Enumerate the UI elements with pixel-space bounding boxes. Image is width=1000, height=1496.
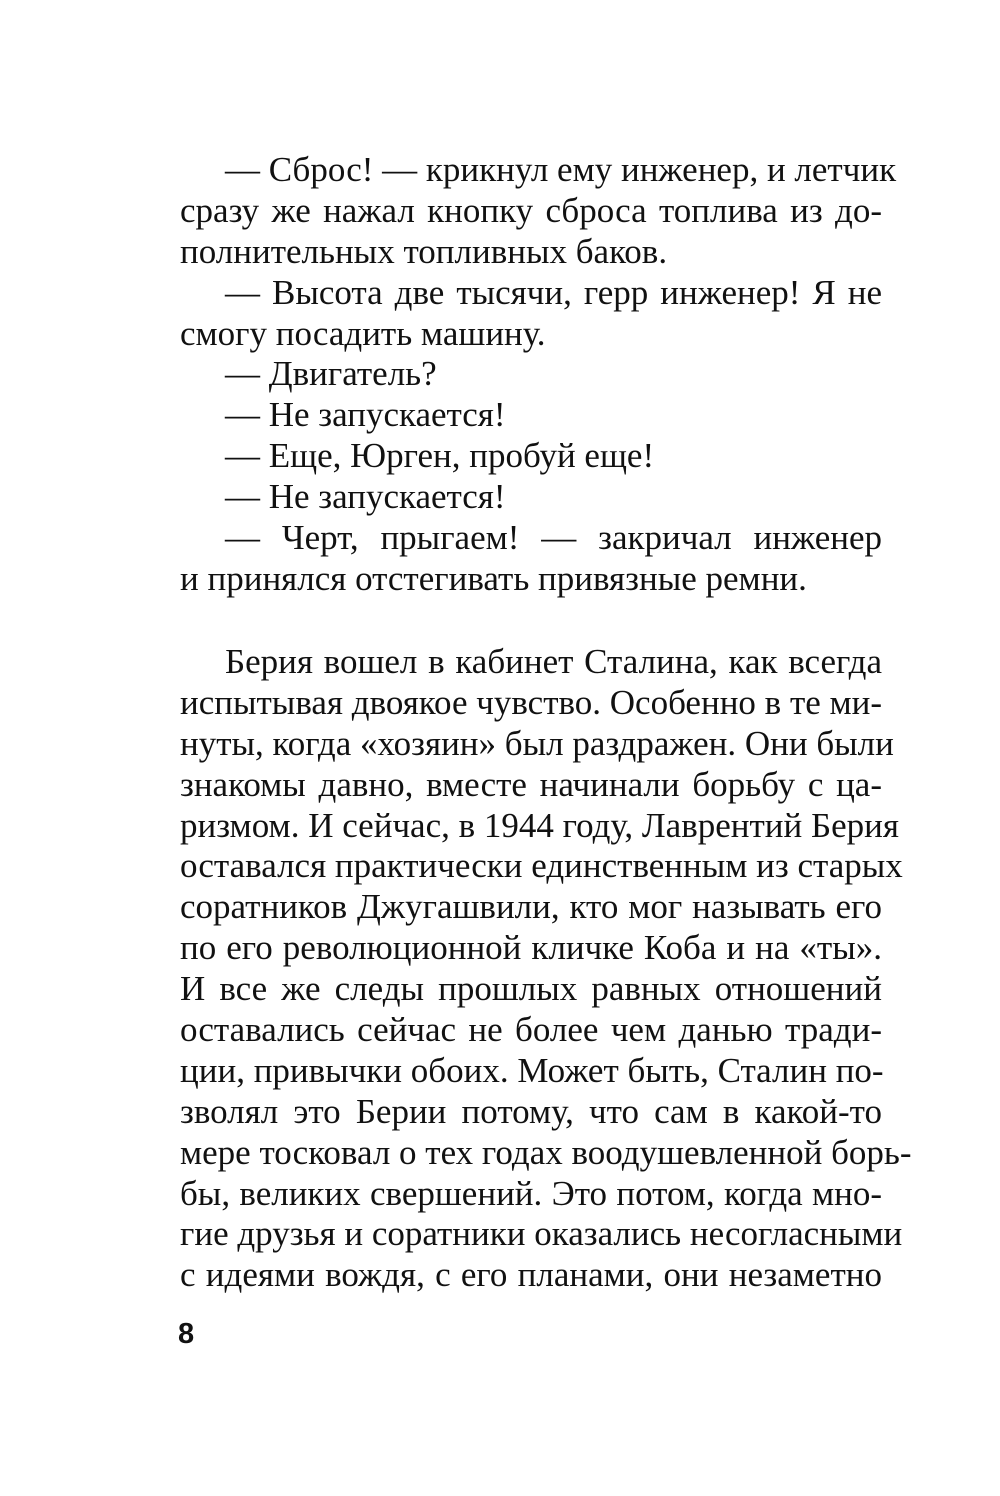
text-line: ции, привычки обоих. Может быть, Сталин по- (180, 1050, 884, 1090)
text-line: полнительных топливных баков. (180, 231, 668, 271)
text-line: — Не запускается! (225, 477, 506, 517)
page-number: 8 (178, 1318, 195, 1350)
text-line: оставался практически единственным из старых (180, 846, 903, 886)
text-line: и принялся отстегивать привязные ремни. (180, 558, 807, 598)
text-line: зволял это Берии потому, что сам в какой-то (180, 1091, 882, 1131)
text-line: — Не запускается! (225, 395, 506, 435)
text-line: смогу посадить машину. (180, 313, 546, 353)
text-line: — Сброс! — крикнул ему инженер, и летчик (225, 150, 897, 189)
text-line: — Черт, прыгаем! — закричал инженер (225, 518, 882, 558)
dialogue-section (180, 150, 897, 600)
text-line: оставались сейчас не более чем данью тради- (180, 1010, 882, 1050)
text-line: бы, великих свершений. Это потом, когда мно- (180, 1173, 882, 1213)
text-line: гие друзья и соратники оказались несогласными (180, 1214, 903, 1254)
text-line: — Еще, Юрген, пробуй еще! (225, 436, 655, 476)
text-line: с идеями вождя, с его планами, они незаметно (180, 1255, 882, 1295)
text-line: испытывая двоякое чувство. Особенно в те ми- (180, 682, 883, 722)
text-line: Берия вошел в кабинет Сталина, как всегда (225, 642, 882, 681)
text-line: знакомы давно, вместе начинали борьбу с ца- (180, 764, 882, 804)
text-line: И все же следы прошлых равных отношений (180, 969, 882, 1009)
text-line: по его революционной кличке Коба и на «ты». (180, 928, 882, 968)
text-line: нуты, когда «хозяин» был раздражен. Они были (180, 723, 894, 763)
text-line: — Высота две тысячи, герр инженер! Я не (225, 272, 882, 312)
text-line: — Двигатель? (225, 354, 437, 394)
text-line: мере тосковал о тех годах воодушевленной борь- (180, 1132, 912, 1172)
narrative-paragraph (180, 642, 912, 1296)
text-line: сразу же нажал кнопку сброса топлива из до- (180, 190, 882, 230)
text-line: соратников Джугашвили, кто мог называть его (180, 887, 882, 927)
text-line: ризмом. И сейчас, в 1944 году, Лаврентий Берия (180, 805, 899, 845)
